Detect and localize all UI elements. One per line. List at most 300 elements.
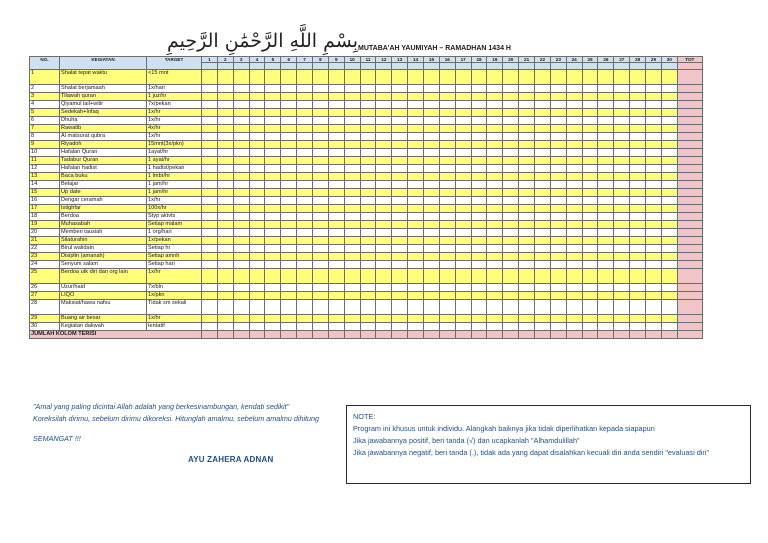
- day-checkbox-cell[interactable]: [249, 197, 265, 205]
- day-checkbox-cell[interactable]: [249, 213, 265, 221]
- day-checkbox-cell[interactable]: [281, 141, 297, 149]
- day-checkbox-cell[interactable]: [202, 323, 218, 331]
- day-checkbox-cell[interactable]: [661, 229, 677, 237]
- day-checkbox-cell[interactable]: [598, 101, 614, 109]
- day-checkbox-cell[interactable]: [392, 315, 408, 323]
- day-checkbox-cell[interactable]: [535, 70, 551, 85]
- day-checkbox-cell[interactable]: [503, 149, 519, 157]
- day-checkbox-cell[interactable]: [344, 109, 360, 117]
- day-checkbox-cell[interactable]: [408, 85, 424, 93]
- day-checkbox-cell[interactable]: [455, 165, 471, 173]
- day-checkbox-cell[interactable]: [217, 157, 233, 165]
- day-checkbox-cell[interactable]: [408, 300, 424, 315]
- day-checkbox-cell[interactable]: [249, 93, 265, 101]
- day-checkbox-cell[interactable]: [202, 269, 218, 284]
- day-checkbox-cell[interactable]: [566, 323, 582, 331]
- day-checkbox-cell[interactable]: [424, 125, 440, 133]
- day-checkbox-cell[interactable]: [614, 229, 630, 237]
- day-checkbox-cell[interactable]: [614, 245, 630, 253]
- day-checkbox-cell[interactable]: [487, 205, 503, 213]
- day-checkbox-cell[interactable]: [535, 157, 551, 165]
- day-checkbox-cell[interactable]: [598, 85, 614, 93]
- day-checkbox-cell[interactable]: [281, 323, 297, 331]
- day-checkbox-cell[interactable]: [487, 284, 503, 292]
- day-checkbox-cell[interactable]: [265, 253, 281, 261]
- day-checkbox-cell[interactable]: [566, 253, 582, 261]
- day-checkbox-cell[interactable]: [297, 165, 313, 173]
- day-checkbox-cell[interactable]: [313, 165, 329, 173]
- day-checkbox-cell[interactable]: [344, 269, 360, 284]
- day-checkbox-cell[interactable]: [202, 189, 218, 197]
- day-checkbox-cell[interactable]: [471, 117, 487, 125]
- day-checkbox-cell[interactable]: [297, 93, 313, 101]
- day-checkbox-cell[interactable]: [566, 229, 582, 237]
- day-checkbox-cell[interactable]: [455, 149, 471, 157]
- day-checkbox-cell[interactable]: [233, 181, 249, 189]
- day-checkbox-cell[interactable]: [217, 165, 233, 173]
- day-checkbox-cell[interactable]: [550, 315, 566, 323]
- day-checkbox-cell[interactable]: [661, 157, 677, 165]
- day-checkbox-cell[interactable]: [376, 261, 392, 269]
- day-checkbox-cell[interactable]: [392, 245, 408, 253]
- day-checkbox-cell[interactable]: [281, 292, 297, 300]
- day-checkbox-cell[interactable]: [202, 261, 218, 269]
- day-checkbox-cell[interactable]: [614, 93, 630, 101]
- day-checkbox-cell[interactable]: [313, 197, 329, 205]
- day-checkbox-cell[interactable]: [249, 165, 265, 173]
- day-checkbox-cell[interactable]: [328, 221, 344, 229]
- day-checkbox-cell[interactable]: [344, 70, 360, 85]
- day-checkbox-cell[interactable]: [233, 93, 249, 101]
- day-checkbox-cell[interactable]: [455, 292, 471, 300]
- day-checkbox-cell[interactable]: [455, 284, 471, 292]
- day-checkbox-cell[interactable]: [328, 300, 344, 315]
- day-checkbox-cell[interactable]: [630, 165, 646, 173]
- day-checkbox-cell[interactable]: [582, 117, 598, 125]
- day-checkbox-cell[interactable]: [217, 173, 233, 181]
- day-checkbox-cell[interactable]: [313, 213, 329, 221]
- day-checkbox-cell[interactable]: [392, 197, 408, 205]
- day-checkbox-cell[interactable]: [503, 292, 519, 300]
- day-checkbox-cell[interactable]: [646, 245, 662, 253]
- day-checkbox-cell[interactable]: [566, 300, 582, 315]
- day-checkbox-cell[interactable]: [646, 237, 662, 245]
- day-checkbox-cell[interactable]: [392, 133, 408, 141]
- day-checkbox-cell[interactable]: [439, 101, 455, 109]
- day-checkbox-cell[interactable]: [265, 109, 281, 117]
- day-checkbox-cell[interactable]: [519, 323, 535, 331]
- day-checkbox-cell[interactable]: [661, 125, 677, 133]
- day-checkbox-cell[interactable]: [646, 165, 662, 173]
- day-checkbox-cell[interactable]: [535, 253, 551, 261]
- day-checkbox-cell[interactable]: [392, 165, 408, 173]
- day-checkbox-cell[interactable]: [582, 101, 598, 109]
- day-checkbox-cell[interactable]: [217, 197, 233, 205]
- day-checkbox-cell[interactable]: [535, 101, 551, 109]
- day-checkbox-cell[interactable]: [344, 213, 360, 221]
- day-checkbox-cell[interactable]: [281, 181, 297, 189]
- day-checkbox-cell[interactable]: [535, 221, 551, 229]
- day-checkbox-cell[interactable]: [614, 237, 630, 245]
- day-checkbox-cell[interactable]: [614, 315, 630, 323]
- day-checkbox-cell[interactable]: [519, 213, 535, 221]
- day-checkbox-cell[interactable]: [392, 189, 408, 197]
- day-checkbox-cell[interactable]: [598, 269, 614, 284]
- day-checkbox-cell[interactable]: [503, 245, 519, 253]
- day-checkbox-cell[interactable]: [217, 245, 233, 253]
- day-checkbox-cell[interactable]: [233, 237, 249, 245]
- day-checkbox-cell[interactable]: [202, 149, 218, 157]
- day-checkbox-cell[interactable]: [297, 181, 313, 189]
- day-checkbox-cell[interactable]: [328, 253, 344, 261]
- day-checkbox-cell[interactable]: [265, 133, 281, 141]
- day-checkbox-cell[interactable]: [392, 117, 408, 125]
- day-checkbox-cell[interactable]: [424, 85, 440, 93]
- day-checkbox-cell[interactable]: [233, 229, 249, 237]
- day-checkbox-cell[interactable]: [614, 70, 630, 85]
- day-checkbox-cell[interactable]: [471, 189, 487, 197]
- day-checkbox-cell[interactable]: [249, 323, 265, 331]
- day-checkbox-cell[interactable]: [519, 173, 535, 181]
- day-checkbox-cell[interactable]: [582, 109, 598, 117]
- day-checkbox-cell[interactable]: [439, 70, 455, 85]
- day-checkbox-cell[interactable]: [376, 109, 392, 117]
- day-checkbox-cell[interactable]: [630, 315, 646, 323]
- day-checkbox-cell[interactable]: [582, 261, 598, 269]
- day-checkbox-cell[interactable]: [471, 85, 487, 93]
- day-checkbox-cell[interactable]: [503, 181, 519, 189]
- day-checkbox-cell[interactable]: [661, 245, 677, 253]
- day-checkbox-cell[interactable]: [328, 125, 344, 133]
- day-checkbox-cell[interactable]: [297, 229, 313, 237]
- day-checkbox-cell[interactable]: [439, 189, 455, 197]
- day-checkbox-cell[interactable]: [582, 315, 598, 323]
- day-checkbox-cell[interactable]: [646, 300, 662, 315]
- day-checkbox-cell[interactable]: [281, 149, 297, 157]
- day-checkbox-cell[interactable]: [614, 213, 630, 221]
- day-checkbox-cell[interactable]: [281, 245, 297, 253]
- day-checkbox-cell[interactable]: [487, 133, 503, 141]
- day-checkbox-cell[interactable]: [281, 165, 297, 173]
- day-checkbox-cell[interactable]: [503, 237, 519, 245]
- day-checkbox-cell[interactable]: [392, 323, 408, 331]
- day-checkbox-cell[interactable]: [630, 197, 646, 205]
- day-checkbox-cell[interactable]: [297, 245, 313, 253]
- day-checkbox-cell[interactable]: [376, 141, 392, 149]
- day-checkbox-cell[interactable]: [313, 101, 329, 109]
- day-checkbox-cell[interactable]: [297, 189, 313, 197]
- day-checkbox-cell[interactable]: [550, 292, 566, 300]
- day-checkbox-cell[interactable]: [344, 315, 360, 323]
- day-checkbox-cell[interactable]: [281, 261, 297, 269]
- day-checkbox-cell[interactable]: [233, 189, 249, 197]
- day-checkbox-cell[interactable]: [455, 181, 471, 189]
- day-checkbox-cell[interactable]: [630, 141, 646, 149]
- day-checkbox-cell[interactable]: [535, 261, 551, 269]
- day-checkbox-cell[interactable]: [360, 229, 376, 237]
- day-checkbox-cell[interactable]: [424, 213, 440, 221]
- day-checkbox-cell[interactable]: [630, 149, 646, 157]
- day-checkbox-cell[interactable]: [376, 189, 392, 197]
- day-checkbox-cell[interactable]: [249, 101, 265, 109]
- day-checkbox-cell[interactable]: [392, 205, 408, 213]
- day-checkbox-cell[interactable]: [455, 101, 471, 109]
- day-checkbox-cell[interactable]: [630, 237, 646, 245]
- day-checkbox-cell[interactable]: [503, 165, 519, 173]
- day-checkbox-cell[interactable]: [328, 101, 344, 109]
- day-checkbox-cell[interactable]: [535, 213, 551, 221]
- day-checkbox-cell[interactable]: [265, 101, 281, 109]
- day-checkbox-cell[interactable]: [328, 261, 344, 269]
- day-checkbox-cell[interactable]: [233, 149, 249, 157]
- day-checkbox-cell[interactable]: [455, 141, 471, 149]
- day-checkbox-cell[interactable]: [519, 117, 535, 125]
- day-checkbox-cell[interactable]: [392, 173, 408, 181]
- day-checkbox-cell[interactable]: [392, 149, 408, 157]
- day-checkbox-cell[interactable]: [487, 165, 503, 173]
- day-checkbox-cell[interactable]: [408, 125, 424, 133]
- day-checkbox-cell[interactable]: [582, 237, 598, 245]
- day-checkbox-cell[interactable]: [217, 315, 233, 323]
- day-checkbox-cell[interactable]: [392, 237, 408, 245]
- day-checkbox-cell[interactable]: [408, 323, 424, 331]
- day-checkbox-cell[interactable]: [487, 189, 503, 197]
- day-checkbox-cell[interactable]: [535, 205, 551, 213]
- day-checkbox-cell[interactable]: [376, 292, 392, 300]
- day-checkbox-cell[interactable]: [408, 70, 424, 85]
- day-checkbox-cell[interactable]: [646, 85, 662, 93]
- day-checkbox-cell[interactable]: [233, 133, 249, 141]
- day-checkbox-cell[interactable]: [313, 245, 329, 253]
- day-checkbox-cell[interactable]: [550, 284, 566, 292]
- day-checkbox-cell[interactable]: [566, 189, 582, 197]
- day-checkbox-cell[interactable]: [487, 229, 503, 237]
- day-checkbox-cell[interactable]: [233, 197, 249, 205]
- day-checkbox-cell[interactable]: [265, 269, 281, 284]
- day-checkbox-cell[interactable]: [392, 125, 408, 133]
- day-checkbox-cell[interactable]: [614, 261, 630, 269]
- day-checkbox-cell[interactable]: [217, 85, 233, 93]
- day-checkbox-cell[interactable]: [265, 125, 281, 133]
- day-checkbox-cell[interactable]: [439, 93, 455, 101]
- day-checkbox-cell[interactable]: [566, 315, 582, 323]
- day-checkbox-cell[interactable]: [535, 323, 551, 331]
- day-checkbox-cell[interactable]: [202, 125, 218, 133]
- day-checkbox-cell[interactable]: [455, 93, 471, 101]
- day-checkbox-cell[interactable]: [424, 197, 440, 205]
- day-checkbox-cell[interactable]: [487, 149, 503, 157]
- day-checkbox-cell[interactable]: [360, 149, 376, 157]
- day-checkbox-cell[interactable]: [249, 229, 265, 237]
- day-checkbox-cell[interactable]: [582, 173, 598, 181]
- day-checkbox-cell[interactable]: [487, 315, 503, 323]
- day-checkbox-cell[interactable]: [582, 253, 598, 261]
- day-checkbox-cell[interactable]: [424, 269, 440, 284]
- day-checkbox-cell[interactable]: [344, 261, 360, 269]
- day-checkbox-cell[interactable]: [281, 133, 297, 141]
- day-checkbox-cell[interactable]: [582, 205, 598, 213]
- day-checkbox-cell[interactable]: [582, 245, 598, 253]
- day-checkbox-cell[interactable]: [582, 141, 598, 149]
- day-checkbox-cell[interactable]: [519, 109, 535, 117]
- day-checkbox-cell[interactable]: [328, 213, 344, 221]
- day-checkbox-cell[interactable]: [582, 165, 598, 173]
- day-checkbox-cell[interactable]: [487, 261, 503, 269]
- day-checkbox-cell[interactable]: [360, 315, 376, 323]
- day-checkbox-cell[interactable]: [297, 284, 313, 292]
- day-checkbox-cell[interactable]: [328, 189, 344, 197]
- day-checkbox-cell[interactable]: [439, 253, 455, 261]
- day-checkbox-cell[interactable]: [598, 70, 614, 85]
- day-checkbox-cell[interactable]: [344, 300, 360, 315]
- day-checkbox-cell[interactable]: [360, 245, 376, 253]
- day-checkbox-cell[interactable]: [376, 181, 392, 189]
- day-checkbox-cell[interactable]: [297, 261, 313, 269]
- day-checkbox-cell[interactable]: [566, 101, 582, 109]
- day-checkbox-cell[interactable]: [550, 93, 566, 101]
- day-checkbox-cell[interactable]: [550, 109, 566, 117]
- day-checkbox-cell[interactable]: [566, 70, 582, 85]
- day-checkbox-cell[interactable]: [535, 245, 551, 253]
- day-checkbox-cell[interactable]: [328, 205, 344, 213]
- day-checkbox-cell[interactable]: [614, 284, 630, 292]
- day-checkbox-cell[interactable]: [471, 315, 487, 323]
- day-checkbox-cell[interactable]: [535, 292, 551, 300]
- day-checkbox-cell[interactable]: [344, 237, 360, 245]
- day-checkbox-cell[interactable]: [535, 284, 551, 292]
- day-checkbox-cell[interactable]: [614, 85, 630, 93]
- day-checkbox-cell[interactable]: [646, 229, 662, 237]
- day-checkbox-cell[interactable]: [233, 117, 249, 125]
- day-checkbox-cell[interactable]: [598, 173, 614, 181]
- day-checkbox-cell[interactable]: [471, 284, 487, 292]
- day-checkbox-cell[interactable]: [202, 221, 218, 229]
- day-checkbox-cell[interactable]: [630, 125, 646, 133]
- day-checkbox-cell[interactable]: [249, 205, 265, 213]
- day-checkbox-cell[interactable]: [661, 315, 677, 323]
- day-checkbox-cell[interactable]: [566, 181, 582, 189]
- day-checkbox-cell[interactable]: [408, 141, 424, 149]
- day-checkbox-cell[interactable]: [439, 237, 455, 245]
- day-checkbox-cell[interactable]: [424, 173, 440, 181]
- day-checkbox-cell[interactable]: [598, 315, 614, 323]
- day-checkbox-cell[interactable]: [630, 173, 646, 181]
- day-checkbox-cell[interactable]: [249, 173, 265, 181]
- day-checkbox-cell[interactable]: [344, 101, 360, 109]
- day-checkbox-cell[interactable]: [297, 133, 313, 141]
- day-checkbox-cell[interactable]: [661, 237, 677, 245]
- day-checkbox-cell[interactable]: [439, 133, 455, 141]
- day-checkbox-cell[interactable]: [297, 292, 313, 300]
- day-checkbox-cell[interactable]: [535, 197, 551, 205]
- day-checkbox-cell[interactable]: [202, 237, 218, 245]
- day-checkbox-cell[interactable]: [646, 93, 662, 101]
- day-checkbox-cell[interactable]: [471, 269, 487, 284]
- day-checkbox-cell[interactable]: [408, 157, 424, 165]
- day-checkbox-cell[interactable]: [519, 300, 535, 315]
- day-checkbox-cell[interactable]: [550, 300, 566, 315]
- day-checkbox-cell[interactable]: [376, 213, 392, 221]
- day-checkbox-cell[interactable]: [217, 70, 233, 85]
- day-checkbox-cell[interactable]: [582, 189, 598, 197]
- day-checkbox-cell[interactable]: [550, 253, 566, 261]
- day-checkbox-cell[interactable]: [630, 117, 646, 125]
- day-checkbox-cell[interactable]: [344, 117, 360, 125]
- day-checkbox-cell[interactable]: [233, 292, 249, 300]
- day-checkbox-cell[interactable]: [233, 245, 249, 253]
- day-checkbox-cell[interactable]: [249, 261, 265, 269]
- day-checkbox-cell[interactable]: [281, 109, 297, 117]
- day-checkbox-cell[interactable]: [217, 284, 233, 292]
- day-checkbox-cell[interactable]: [424, 245, 440, 253]
- day-checkbox-cell[interactable]: [313, 125, 329, 133]
- day-checkbox-cell[interactable]: [424, 300, 440, 315]
- day-checkbox-cell[interactable]: [550, 229, 566, 237]
- day-checkbox-cell[interactable]: [328, 292, 344, 300]
- day-checkbox-cell[interactable]: [535, 181, 551, 189]
- day-checkbox-cell[interactable]: [265, 300, 281, 315]
- day-checkbox-cell[interactable]: [519, 292, 535, 300]
- day-checkbox-cell[interactable]: [646, 189, 662, 197]
- day-checkbox-cell[interactable]: [344, 173, 360, 181]
- day-checkbox-cell[interactable]: [376, 221, 392, 229]
- day-checkbox-cell[interactable]: [281, 70, 297, 85]
- day-checkbox-cell[interactable]: [217, 221, 233, 229]
- day-checkbox-cell[interactable]: [646, 149, 662, 157]
- day-checkbox-cell[interactable]: [455, 85, 471, 93]
- day-checkbox-cell[interactable]: [630, 269, 646, 284]
- day-checkbox-cell[interactable]: [313, 269, 329, 284]
- day-checkbox-cell[interactable]: [630, 292, 646, 300]
- day-checkbox-cell[interactable]: [646, 315, 662, 323]
- day-checkbox-cell[interactable]: [392, 269, 408, 284]
- day-checkbox-cell[interactable]: [392, 85, 408, 93]
- day-checkbox-cell[interactable]: [503, 189, 519, 197]
- day-checkbox-cell[interactable]: [360, 133, 376, 141]
- day-checkbox-cell[interactable]: [265, 261, 281, 269]
- day-checkbox-cell[interactable]: [217, 292, 233, 300]
- day-checkbox-cell[interactable]: [661, 117, 677, 125]
- day-checkbox-cell[interactable]: [630, 253, 646, 261]
- day-checkbox-cell[interactable]: [233, 157, 249, 165]
- day-checkbox-cell[interactable]: [503, 133, 519, 141]
- day-checkbox-cell[interactable]: [439, 165, 455, 173]
- day-checkbox-cell[interactable]: [249, 181, 265, 189]
- day-checkbox-cell[interactable]: [408, 269, 424, 284]
- day-checkbox-cell[interactable]: [217, 141, 233, 149]
- day-checkbox-cell[interactable]: [217, 205, 233, 213]
- day-checkbox-cell[interactable]: [408, 213, 424, 221]
- day-checkbox-cell[interactable]: [455, 221, 471, 229]
- day-checkbox-cell[interactable]: [566, 93, 582, 101]
- day-checkbox-cell[interactable]: [217, 253, 233, 261]
- day-checkbox-cell[interactable]: [439, 269, 455, 284]
- day-checkbox-cell[interactable]: [265, 93, 281, 101]
- day-checkbox-cell[interactable]: [439, 173, 455, 181]
- day-checkbox-cell[interactable]: [408, 149, 424, 157]
- day-checkbox-cell[interactable]: [566, 292, 582, 300]
- day-checkbox-cell[interactable]: [646, 117, 662, 125]
- day-checkbox-cell[interactable]: [630, 93, 646, 101]
- day-checkbox-cell[interactable]: [408, 292, 424, 300]
- day-checkbox-cell[interactable]: [550, 141, 566, 149]
- day-checkbox-cell[interactable]: [424, 70, 440, 85]
- day-checkbox-cell[interactable]: [424, 109, 440, 117]
- day-checkbox-cell[interactable]: [328, 133, 344, 141]
- day-checkbox-cell[interactable]: [455, 237, 471, 245]
- day-checkbox-cell[interactable]: [614, 157, 630, 165]
- day-checkbox-cell[interactable]: [265, 141, 281, 149]
